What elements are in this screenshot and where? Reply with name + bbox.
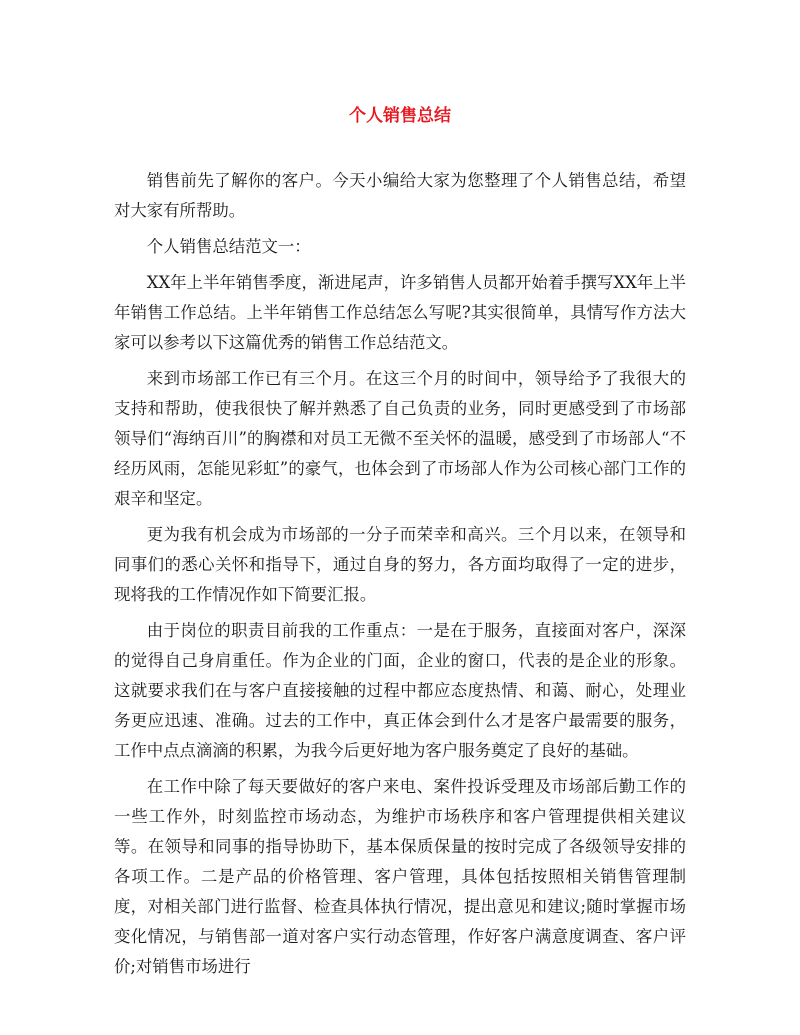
paragraph-intro: 销售前先了解你的客户。今天小编给大家为您整理了个人销售总结，希望对大家有所帮助。: [114, 171, 686, 220]
paragraph-job-focus: 由于岗位的职责目前我的工作重点：一是在于服务，直接面对客户，深深的觉得自己身肩重任。作为企业的门面，企业的窗口，代表的是企业的形象。这就要求我们在与客户直接接触的过程中都应态度热情、和蔼、耐心，处理业务更应迅速、准确。过去的工作中，真正体会到什么才是客户最需要的服务，工作中点点滴滴的积累，为我今后更好地为客户服务奠定了良好的基础。: [114, 621, 686, 760]
paragraph-honor: 更为我有机会成为市场部的一分子而荣幸和高兴。三个月以来，在领导和同事们的悉心关怀和指导下，通过自身的努力，各方面均取得了一定的进步，现将我的工作情况作如下简要汇报。: [114, 525, 686, 604]
paragraph-heading-sample-one: 个人销售总结范文一：: [146, 237, 311, 256]
paragraph-three-months: 来到市场部工作已有三个月。在这三个月的时间中，领导给予了我很大的支持和帮助，使我很快了解并熟悉了自己负责的业务，同时更感受到了市场部领导们“海纳百川”的胸襟和对员工无微不至关怀的温暖，感受到了市场部人“不经历风雨，怎能见彩虹”的豪气，也体会到了市场部人作为公司核心部门工作的艰辛和坚定。: [114, 369, 686, 508]
document-title: 个人销售总结: [349, 106, 451, 126]
paragraph-daily-work: 在工作中除了每天要做好的客户来电、案件投诉受理及市场部后勤工作的一些工作外，时刻监控市场动态，为维护市场秩序和客户管理提供相关建议等。在领导和同事的指导协助下，基本保质保量的按时完成了各级领导安排的各项工作。二是产品的价格管理、客户管理，具体包括按照相关销售管理制度，对相关部门进行监督、检查具体执行情况，提出意见和建议;随时掌握市场变化情况，与销售部一道对客户实行动态管理，作好客户满意度调查、客户评价;对销售市场进行: [114, 777, 686, 976]
paragraph-half-year: XX年上半年销售季度，渐进尾声，许多销售人员都开始着手撰写XX年上半年销售工作总结。上半年销售工作总结怎么写呢?其实很简单，具情写作方法大家可以参考以下这篇优秀的销售工作总结范文。: [114, 273, 686, 352]
document-body: [114, 166, 686, 988]
